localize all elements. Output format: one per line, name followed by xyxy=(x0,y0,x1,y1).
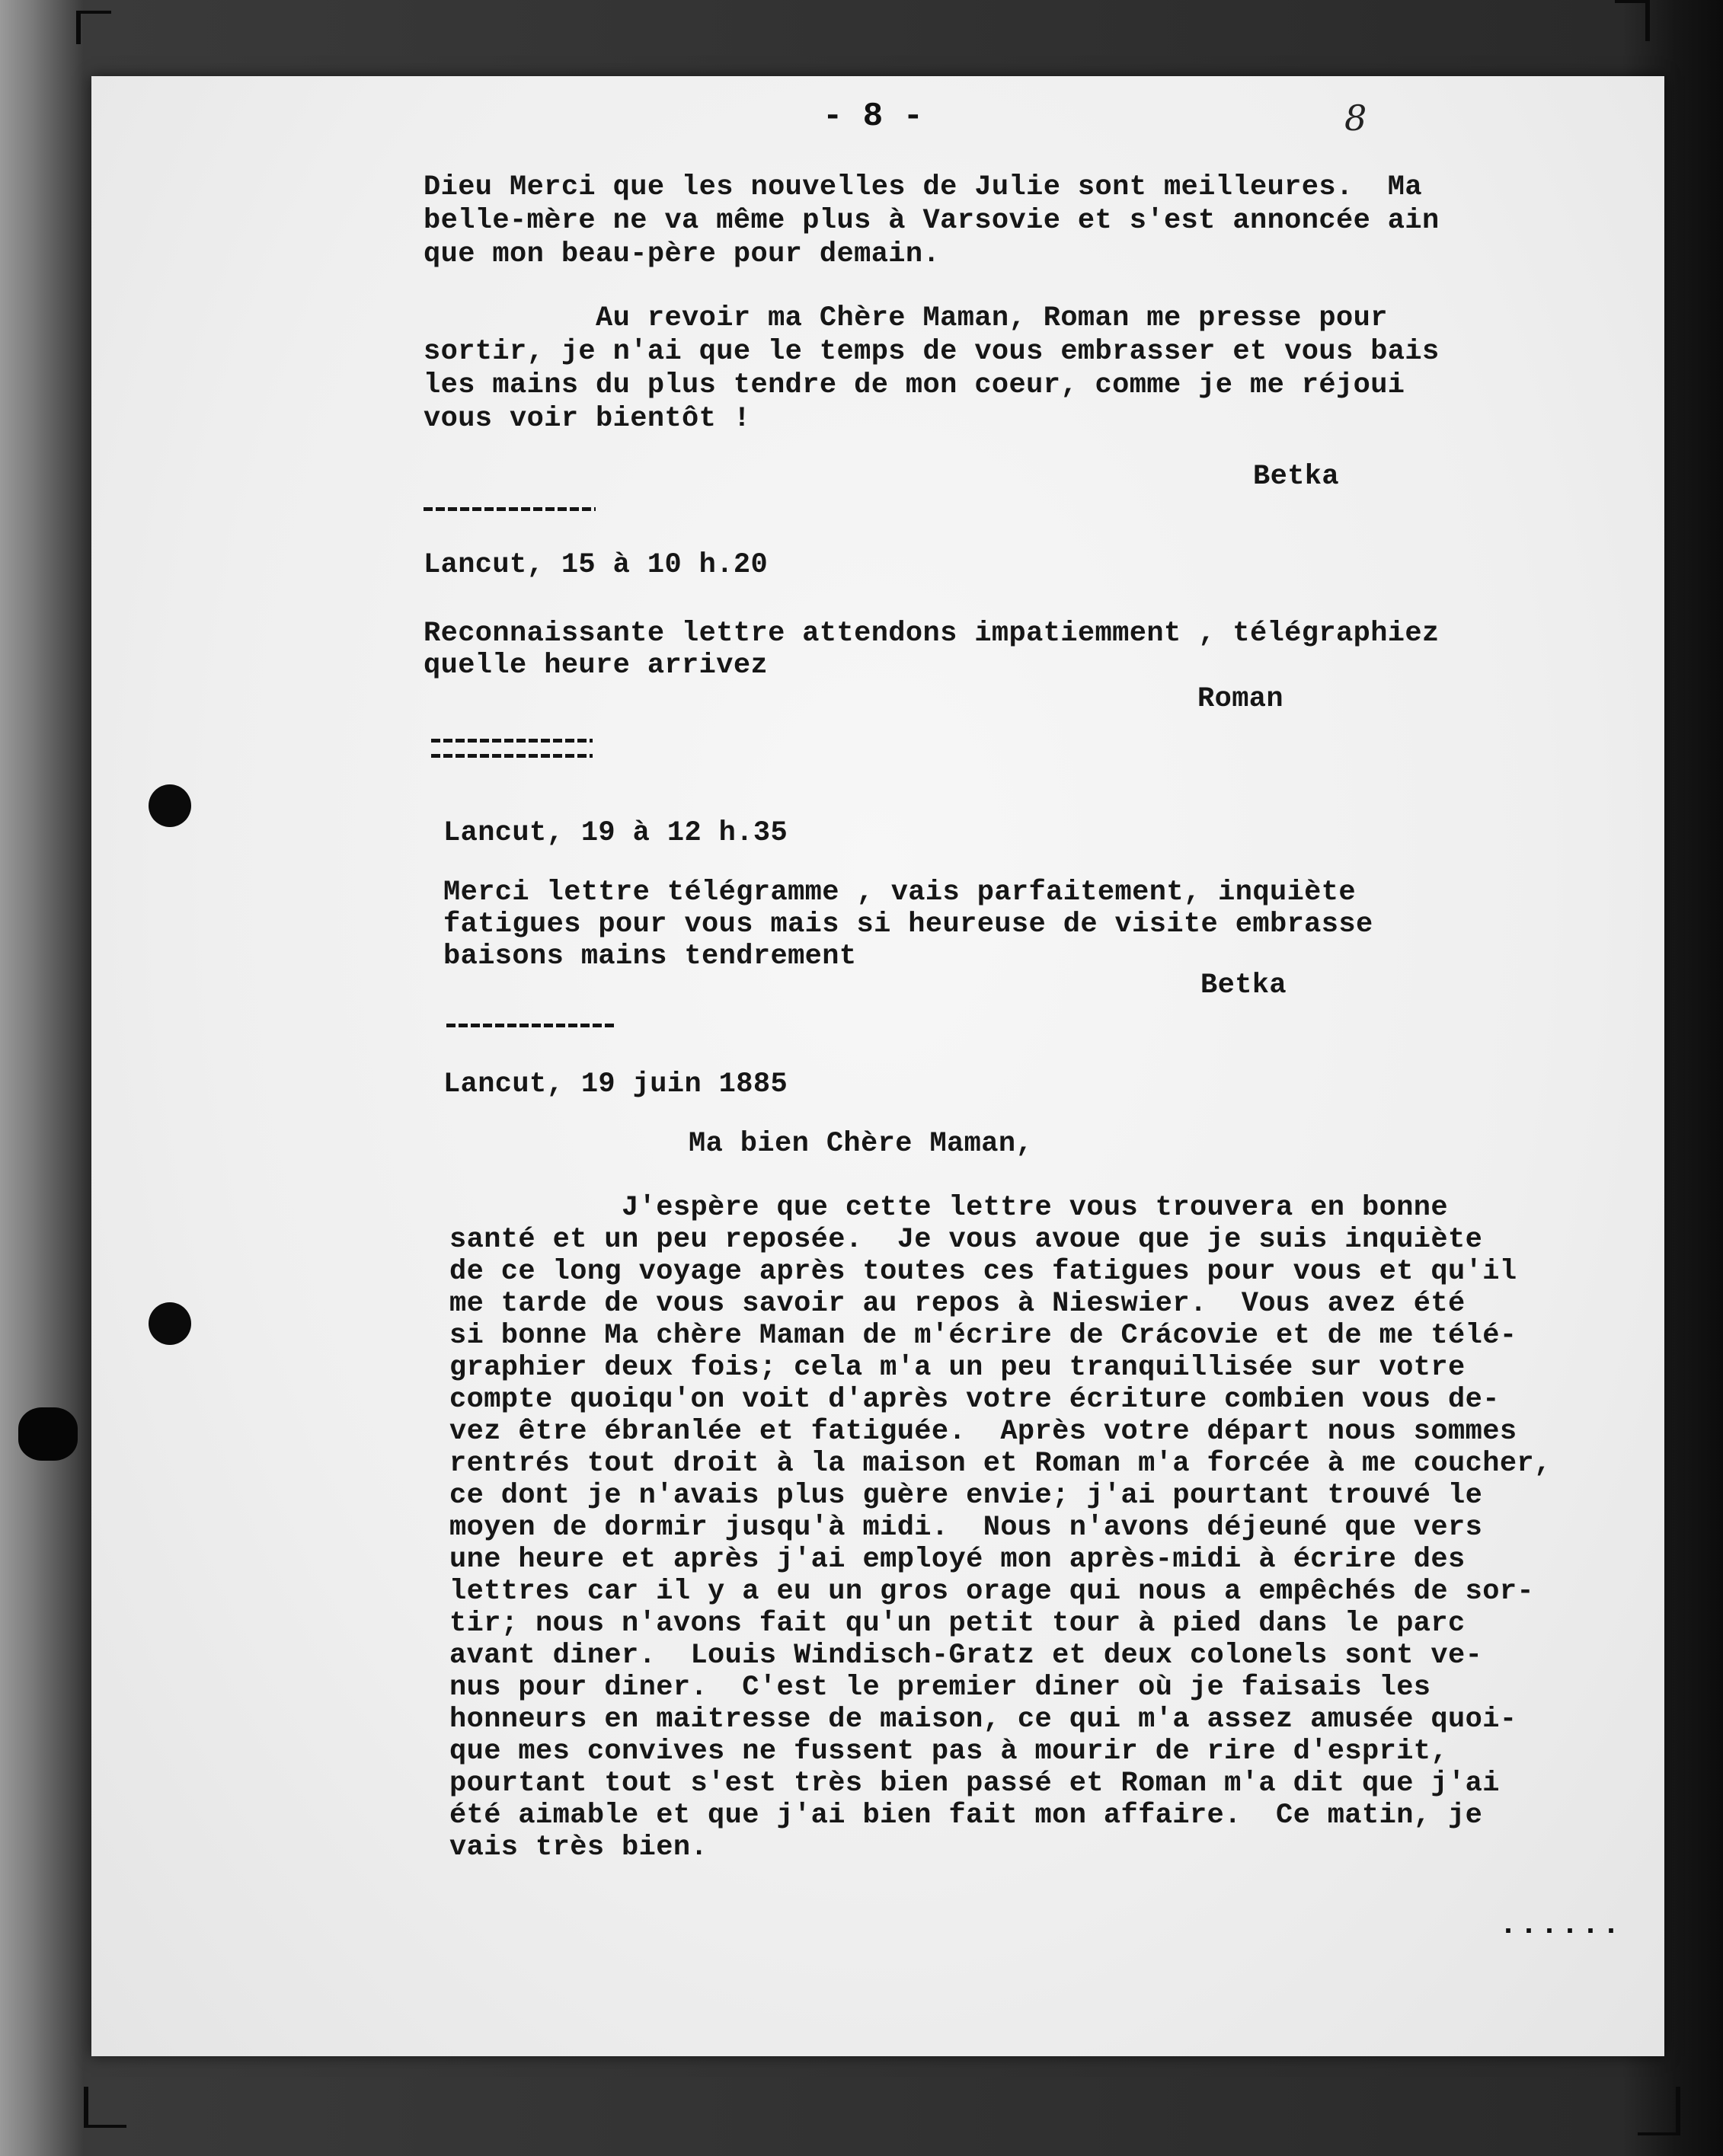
text-line: lettres car il y a eu un gros orage qui nous a empêchés de sor- xyxy=(449,1576,1535,1608)
text-line: nus pour diner. C'est le premier diner où je faisais les xyxy=(449,1672,1431,1704)
text-line: Dieu Merci que les nouvelles de Julie sont meilleures. Ma xyxy=(424,171,1423,203)
text-line: que mes convives ne fussent pas à mourir de rire d'esprit, xyxy=(449,1736,1449,1768)
telegram-heading: Lancut, 15 à 10 h.20 xyxy=(424,549,769,581)
punch-hole-icon xyxy=(149,1302,191,1345)
text-line: quelle heure arrivez xyxy=(424,650,769,682)
crop-mark-top-right xyxy=(1615,0,1650,41)
text-line: été aimable et que j'ai bien fait mon affaire. Ce matin, je xyxy=(449,1800,1483,1832)
text-line: si bonne Ma chère Maman de m'écrire de Crácovie et de me télé- xyxy=(449,1320,1517,1352)
text-line: ce dont je n'avais plus guère envie; j'ai pourtant trouvé le xyxy=(449,1480,1483,1512)
separator xyxy=(431,739,593,743)
continuation-dots: ...... xyxy=(1499,1908,1623,1943)
text-line: moyen de dormir jusqu'à midi. Nous n'avons déjeuné que vers xyxy=(449,1512,1483,1544)
text-line: honneurs en maitresse de maison, ce qui m'a assez amusée quoi- xyxy=(449,1704,1517,1736)
text-line: sortir, je n'ai que le temps de vous embrasser et vous bais xyxy=(424,336,1440,368)
signature: Betka xyxy=(1253,461,1340,493)
text-line: que mon beau-père pour demain. xyxy=(424,238,941,270)
text-line: les mains du plus tendre de mon coeur, comme je me réjoui xyxy=(424,369,1405,401)
crop-mark-top-left xyxy=(76,11,111,44)
text-line: me tarde de vous savoir au repos à Nieswier. Vous avez été xyxy=(449,1288,1466,1320)
text-line: graphier deux fois; cela m'a un peu tranquillisée sur votre xyxy=(449,1352,1466,1384)
text-line: de ce long voyage après toutes ces fatigues pour vous et qu'il xyxy=(449,1256,1517,1288)
text-line: avant diner. Louis Windisch-Gratz et deux colonels sont ve- xyxy=(449,1640,1483,1672)
signature: Roman xyxy=(1197,683,1284,715)
letter-salutation: Ma bien Chère Maman, xyxy=(689,1128,1034,1160)
text-line: compte quoiqu'on voit d'après votre écriture combien vous de- xyxy=(449,1384,1500,1416)
separator xyxy=(424,507,596,511)
letter-heading: Lancut, 19 juin 1885 xyxy=(443,1068,788,1100)
telegram-heading: Lancut, 19 à 12 h.35 xyxy=(443,817,788,849)
text-line: Reconnaissante lettre attendons impatiemment , télégraphiez xyxy=(424,618,1440,650)
text-line: Merci lettre télégramme , vais parfaitement, inquiète xyxy=(443,877,1356,909)
crop-mark-bottom-right xyxy=(1638,2087,1680,2135)
text-line: rentrés tout droit à la maison et Roman m'a forcée à me coucher, xyxy=(449,1448,1552,1480)
separator xyxy=(431,754,593,758)
punch-hole-icon xyxy=(149,784,191,827)
text-line: vais très bien. xyxy=(449,1832,708,1864)
crop-mark-bottom-left xyxy=(84,2087,126,2128)
text-line: vez être ébranlée et fatiguée. Après votre départ nous sommes xyxy=(449,1416,1517,1448)
text-line: baisons mains tendrement xyxy=(443,941,857,973)
sheet-number: 8 xyxy=(1344,97,1367,139)
text-line: belle-mère ne va même plus à Varsovie et s'est annoncée ain xyxy=(424,205,1440,237)
text-line: Au revoir ma Chère Maman, Roman me presse pour xyxy=(424,302,1388,334)
text-line: vous voir bientôt ! xyxy=(424,403,751,435)
separator xyxy=(446,1024,615,1027)
text-line: fatigues pour vous mais si heureuse de visite embrasse xyxy=(443,909,1373,941)
page-marker: - 8 - xyxy=(823,97,924,136)
text-line: santé et un peu reposée. Je vous avoue que je suis inquiète xyxy=(449,1224,1483,1256)
text-line: une heure et après j'ai employé mon après-midi à écrire des xyxy=(449,1544,1466,1576)
text-line: J'espère que cette lettre vous trouvera en bonne xyxy=(449,1192,1449,1224)
text-line: pourtant tout s'est très bien passé et Roman m'a dit que j'ai xyxy=(449,1768,1500,1800)
signature: Betka xyxy=(1200,969,1287,1001)
binder-clip-icon xyxy=(18,1407,78,1461)
text-line: tir; nous n'avons fait qu'un petit tour à pied dans le parc xyxy=(449,1608,1466,1640)
